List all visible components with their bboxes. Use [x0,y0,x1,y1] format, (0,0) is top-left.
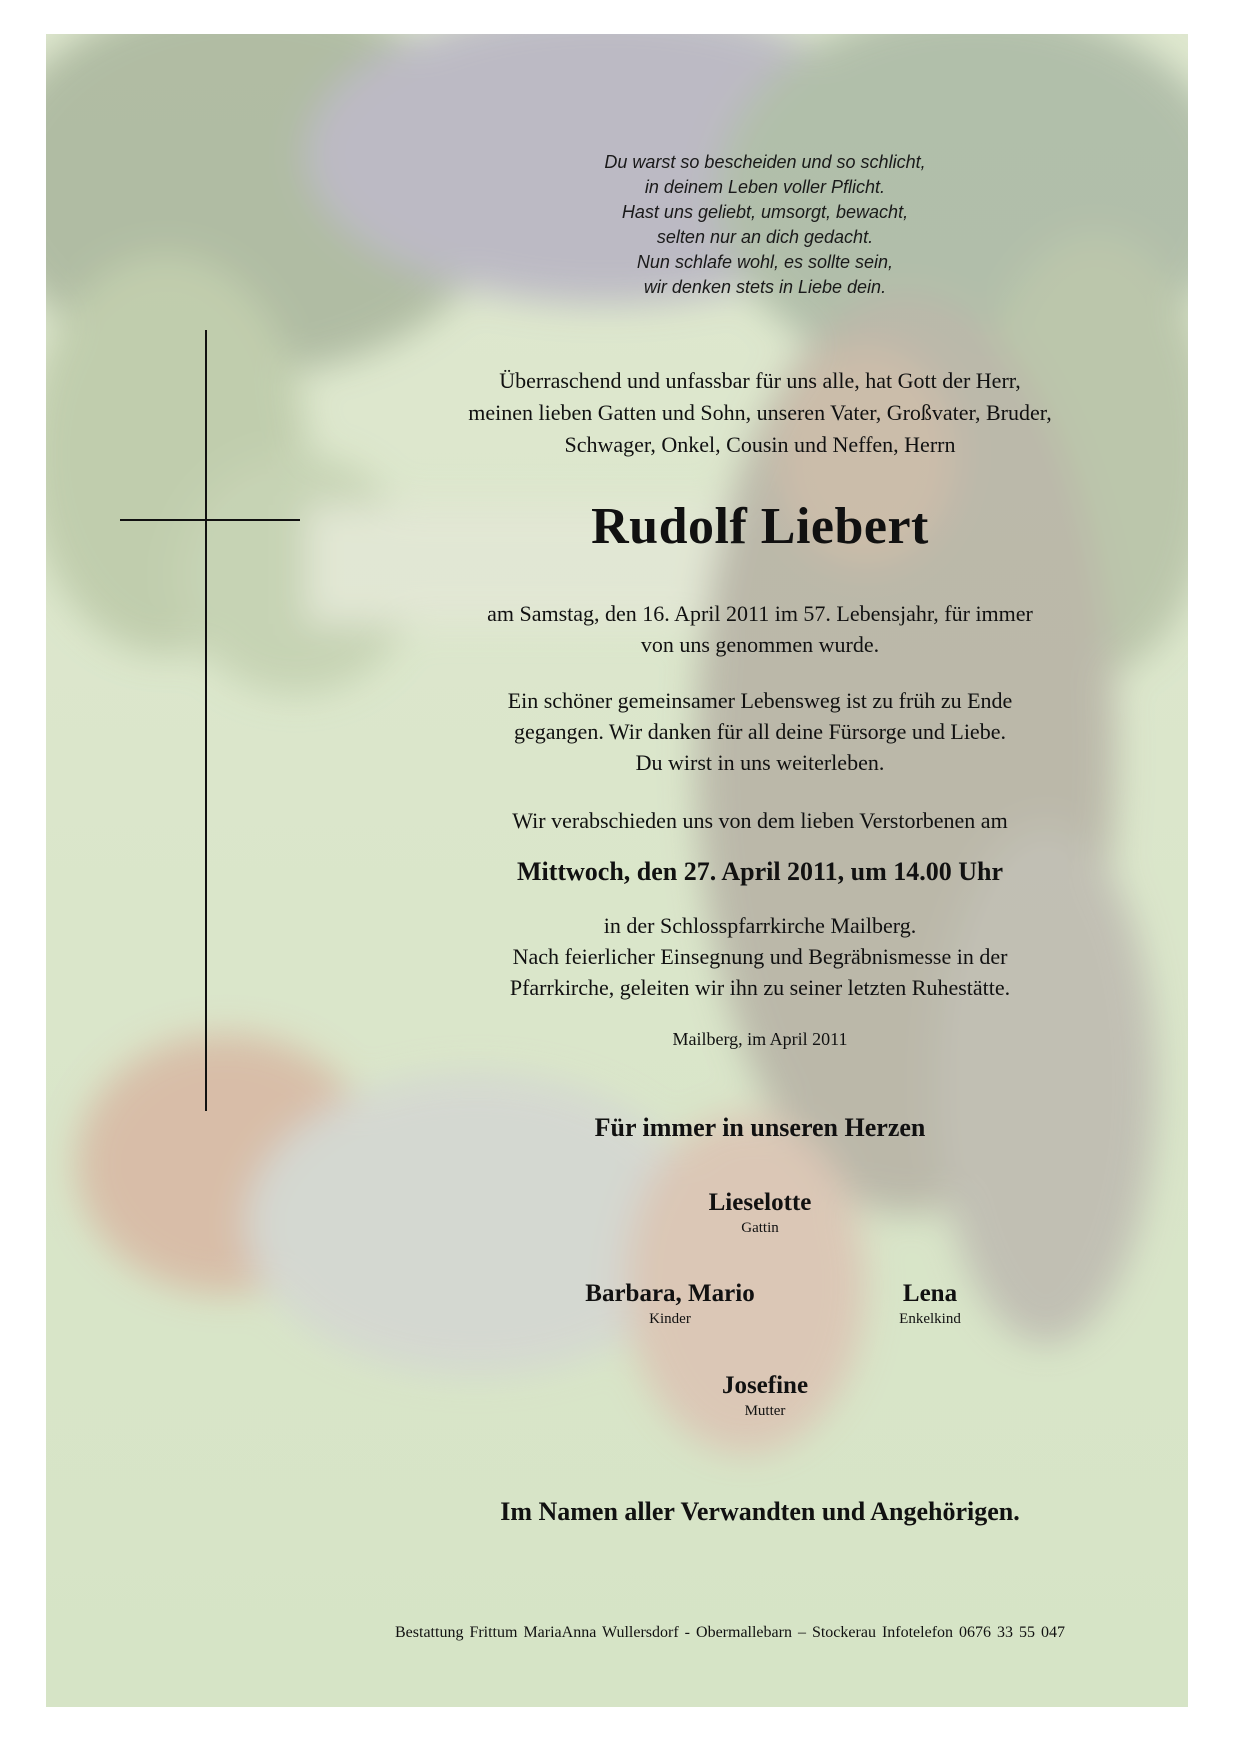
relative-name: Lieselotte [708,1189,812,1216]
poem-line: Nun schlafe wohl, es sollte sein, [636,252,894,272]
relative-wife [610,1188,910,1238]
death-line: von uns genommen wurde. [640,632,880,657]
location-line: Nach feierlicher Einsegnung und Begräbnismesse in der [512,944,1008,969]
intro-line: meinen lieben Gatten und Sohn, unseren Vater, Großvater, Bruder, [468,400,1052,425]
location-text [360,910,1160,1003]
relative-role: Kinder [649,1311,691,1327]
deceased-name: Rudolf Liebert [591,498,929,555]
death-notice [360,598,1160,660]
poem-line: in deinem Leben voller Pflicht. [644,177,886,197]
relative-name: Josefine [721,1372,809,1399]
relative-grandchild [780,1279,1080,1329]
relative-name: Lena [902,1280,958,1307]
poem-line: selten nur an dich gedacht. [656,227,874,247]
intro-line: Schwager, Onkel, Cousin und Neffen, Herrn [564,432,956,457]
poem-line: Du warst so bescheiden und so schlicht, [604,152,926,172]
farewell-text: Wir verabschieden uns von dem lieben Verstorbenen am [512,808,1008,833]
intro-line: Überraschend und unfassbar für uns alle, hat Gott der Herr, [499,368,1021,393]
closing-line: Im Namen aller Verwandten und Angehörigen. [500,1497,1020,1526]
relative-name: Barbara, Mario [585,1280,755,1307]
relative-role: Enkelkind [899,1311,961,1327]
message-text [360,685,1160,778]
poem [520,150,1010,300]
location-line: Pfarrkirche, geleiten wir ihn zu seiner letzten Ruhestätte. [509,975,1011,1000]
funeral-date: Mittwoch, den 27. April 2011, um 14.00 Uhr [516,857,1004,886]
relative-role: Gattin [741,1220,779,1236]
message-line: Ein schöner gemeinsamer Lebensweg ist zu früh zu Ende [507,688,1013,713]
relative-role: Mutter [744,1403,786,1419]
mourners-heading: Für immer in unseren Herzen [594,1113,926,1142]
message-line: gegangen. Wir danken für all deine Fürsorge und Liebe. [514,719,1006,744]
relative-mother [615,1371,915,1421]
place-date: Mailberg, im April 2011 [672,1029,848,1049]
funeral-home-footer: Bestattung Frittum MariaAnna Wullersdorf - Obermallebarn – Stockerau Infotelefon 0676 33 55 047 [395,1624,1066,1641]
relative-children [520,1279,820,1329]
poem-line: Hast uns geliebt, umsorgt, bewacht, [621,202,909,222]
death-line: am Samstag, den 16. April 2011 im 57. Lebensjahr, für immer [487,601,1033,626]
location-line: in der Schlosspfarrkirche Mailberg. [603,913,917,938]
poem-line: wir denken stets in Liebe dein. [643,277,887,297]
message-line: Du wirst in uns weiterleben. [635,750,885,775]
intro-text [360,365,1160,461]
